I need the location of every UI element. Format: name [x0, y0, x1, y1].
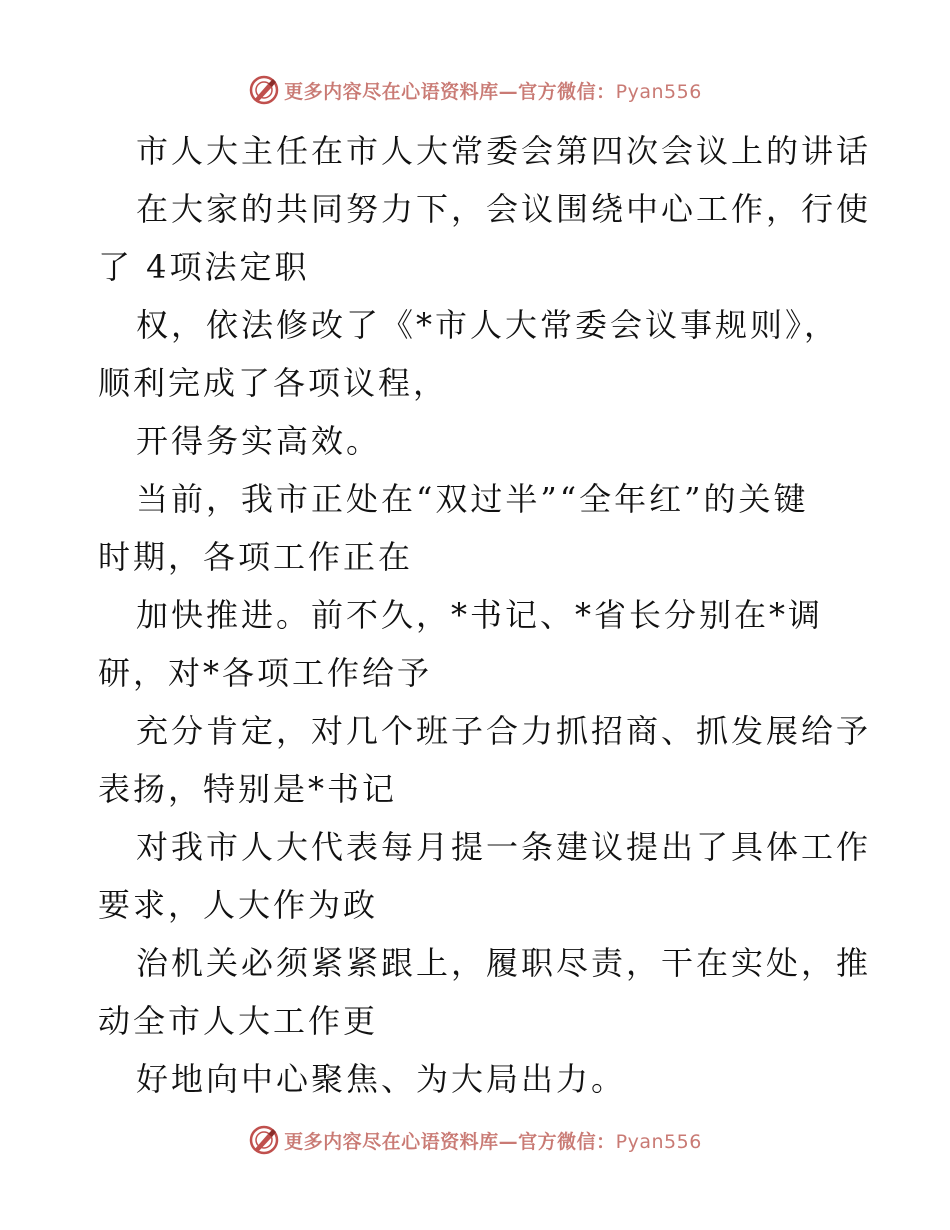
- paragraph-line: 顺利完成了各项议程，: [98, 364, 449, 402]
- paragraph-line: 开得务实高效。: [136, 422, 382, 460]
- paragraph-line: 权，依法修改了《*市人大常委会议事规则》，: [136, 306, 840, 344]
- paragraph-line: 表扬，特别是*书记: [98, 770, 398, 808]
- pen-logo-icon: [248, 1124, 280, 1156]
- paragraph-line: 要求，人大作为政: [98, 886, 379, 924]
- header-watermark: [0, 70, 950, 110]
- paragraph-line: 治机关必须紧紧跟上，履职尽责，干在实处，推: [136, 944, 872, 982]
- paragraph-line: 了 4项法定职: [98, 248, 310, 286]
- paragraph-line: 对我市人大代表每月提一条建议提出了具体工作: [136, 828, 872, 866]
- paragraph-line: 时期，各项工作正在: [98, 538, 414, 576]
- paragraph-line: 动全市人大工作更: [98, 1002, 379, 1040]
- header-watermark-text: 更多内容尽在心语资料库—官方微信：Pyan556: [284, 80, 702, 103]
- paragraph-line: 当前，我市正处在“双过半”“全年红”的关键: [136, 480, 809, 518]
- footer-watermark-text: 更多内容尽在心语资料库—官方微信：Pyan556: [284, 1130, 702, 1153]
- paragraph-line: 好地向中心聚焦、为大局出力。: [136, 1060, 627, 1098]
- footer-watermark: [0, 1120, 950, 1160]
- paragraph-line: 在大家的共同努力下，会议围绕中心工作，行使: [136, 190, 872, 228]
- pen-logo-icon: [248, 74, 280, 106]
- paragraph-line: 充分肯定，对几个班子合力抓招商、抓发展给予: [136, 712, 872, 750]
- document-title: 市人大主任在市人大常委会第四次会议上的讲话: [136, 132, 872, 170]
- paragraph-line: 研，对*各项工作给予: [98, 654, 433, 692]
- paragraph-line: 加快推进。前不久，*书记、*省长分别在*调: [136, 596, 824, 634]
- document-body: [98, 122, 872, 1108]
